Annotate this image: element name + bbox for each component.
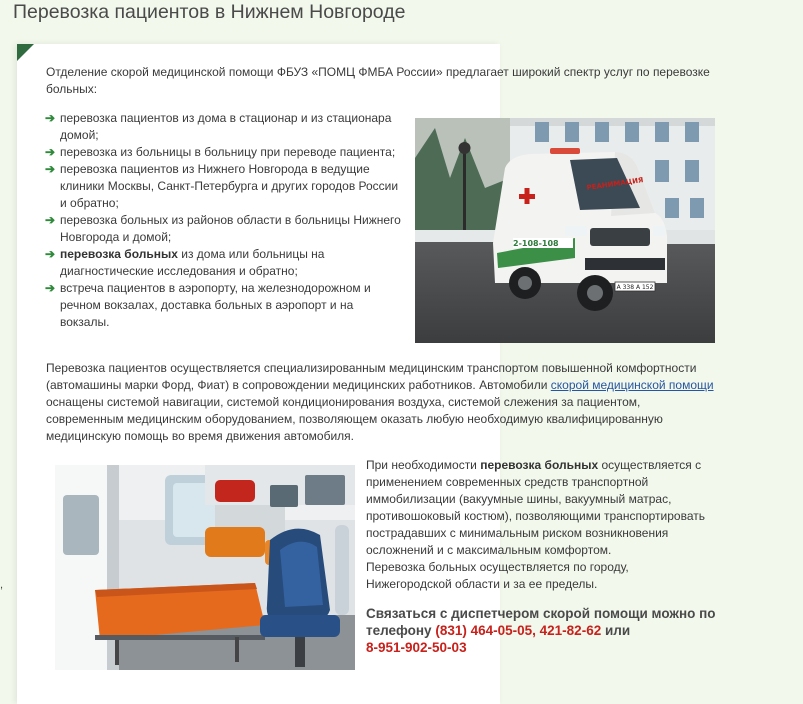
arrow-right-icon: ➔ bbox=[45, 281, 56, 295]
list-item: ➔ перевозка больных из дома или больницы на диагностические исследования и обратно; bbox=[45, 247, 325, 278]
list-item: ➔ перевозка пациентов из Нижнего Новгорода в ведущие клиники Москвы, Санкт-Петербурга и других городов России и обратно; bbox=[45, 162, 399, 210]
list-item: ➔ перевозка больных из районов области в больницы Нижнего Новгорода и домой; bbox=[45, 213, 401, 244]
ambulance-exterior-photo bbox=[415, 118, 715, 343]
arrow-right-icon: ➔ bbox=[45, 247, 56, 261]
arrow-right-icon: ➔ bbox=[45, 213, 56, 227]
ambulance-phone-decal: 2-108-108 bbox=[513, 239, 559, 248]
arrow-right-icon: ➔ bbox=[45, 145, 56, 159]
list-item: ➔ перевозка пациентов из дома в стационар и из стационара домой; bbox=[45, 111, 392, 142]
arrow-right-icon: ➔ bbox=[45, 162, 56, 176]
mobile-phone[interactable]: 8-951-902-50-03 bbox=[366, 640, 467, 655]
intro-text: Отделение скорой медицинской помощи ФБУЗ «ПОМЦ ФМБА России» предлагает широкий спектр услуг по перевозке больных: bbox=[46, 65, 710, 96]
services-list bbox=[45, 110, 405, 331]
ambulance-service-link[interactable]: скорой медицинской помощи bbox=[550, 378, 714, 392]
list-item: ➔ перевозка из больницы в больницу при переводе пациента; bbox=[45, 145, 396, 159]
list-item: ➔ встреча пациентов в аэропорту, на железнодорожном и речном вокзалах, доставка больных в аэропорт и на вокзалы. bbox=[45, 281, 371, 329]
ambulance-interior-photo bbox=[55, 465, 355, 670]
arrow-right-icon: ➔ bbox=[45, 111, 56, 125]
phone-numbers[interactable]: (831) 464-05-05, 421-82-62 bbox=[435, 623, 602, 638]
page-title: Перевозка пациентов в Нижнем Новгороде bbox=[13, 1, 406, 23]
stray-punctuation: , bbox=[0, 579, 4, 591]
card-corner-decoration bbox=[17, 44, 34, 61]
transport-description: Перевозка пациентов осуществляется специализированным медицинским транспортом повышенной комфортности (автомашины марки Форд, Фиат) в сопровождении медицинских работников. Автомобили скорой медицинской помощи оснащены системой навигации, системой кондиционирования воздуха, системой слежения за пациентом, современным медицинским оборудованием, позволяющем оказать любую необходимую квалифицированную медицинскую помощь во время движения автомобиля. bbox=[46, 361, 714, 443]
immobilization-text: При необходимости перевозка больных осуществляется с применением современных средств транспортной иммобилизации (вакуумные шины, вакуумный матрас, противошоковый костюм), позволяющими транспортировать пострадавших с минимальным риском возникновения осложнений и с максимальным комфортом. Перевозка больных осуществляется по городу, Нижегородской области и за ее пределы. bbox=[366, 458, 705, 591]
ambulance-side-label: РЕАНИМАЦИЯ bbox=[586, 176, 644, 192]
contact-info: Связаться с диспетчером скорой помощи можно по телефону (831) 464-05-05, 421-82-62 или 8-951-902-50-03 bbox=[366, 606, 716, 655]
license-plate: А 338 А 152 bbox=[616, 284, 654, 291]
